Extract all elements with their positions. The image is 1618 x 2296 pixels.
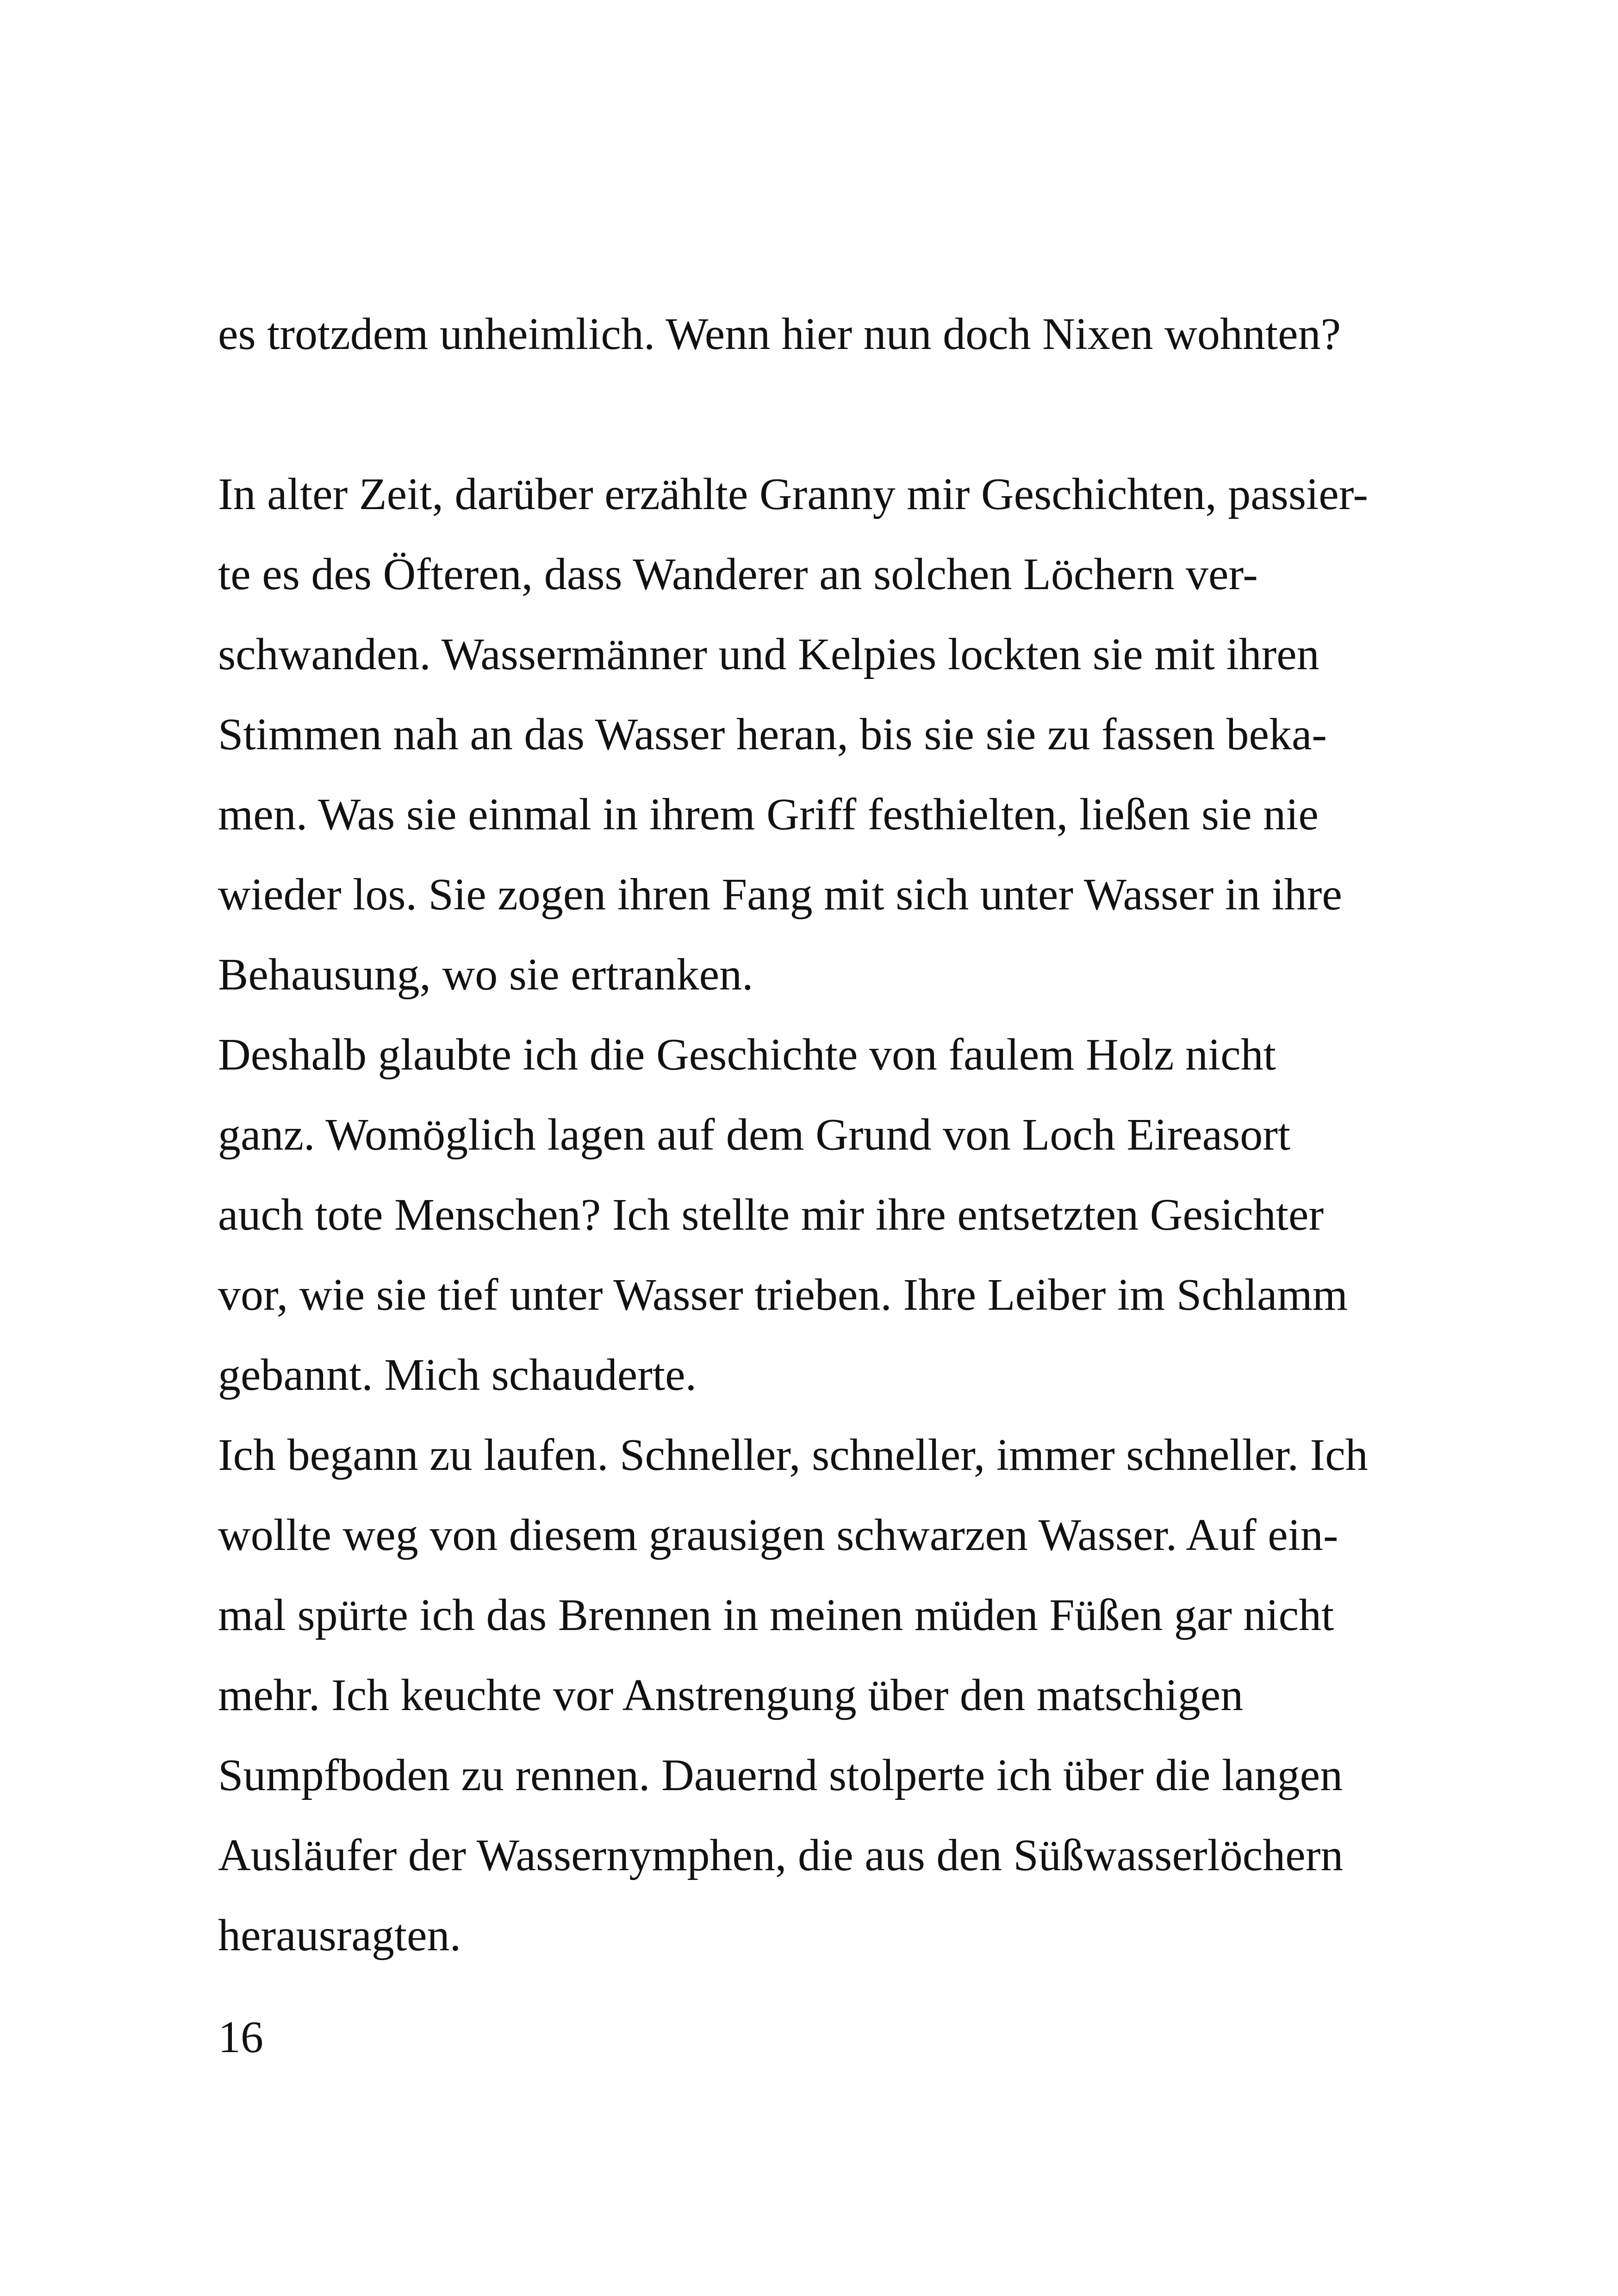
text-line: men. Was sie einmal in ihrem Griff festhielten, ließen sie nie [218,790,1319,840]
text-line: wollte weg von diesem grausigen schwarzen Wasser. Auf ein- [218,1510,1338,1560]
text-line: vor, wie sie tief unter Wasser trieben. Ihre Leiber im Schlamm [218,1270,1348,1320]
text-line: In alter Zeit, darüber erzählte Granny mir Geschichten, passier- [218,469,1369,519]
body-text [218,294,1403,1976]
text-line: gebannt. Mich schauderte. [218,1350,697,1400]
text-line: ganz. Womöglich lagen auf dem Grund von Loch Eireasort [218,1110,1291,1160]
text-line: te es des Öfteren, dass Wanderer an solchen Löchern ver- [218,549,1258,599]
text-line: Sumpfboden zu rennen. Dauernd stolperte ich über die langen [218,1750,1343,1800]
text-line: wieder los. Sie zogen ihren Fang mit sich unter Wasser in ihre [218,870,1342,920]
page-number: 16 [218,2012,263,2062]
text-line: Stimmen nah an das Wasser heran, bis sie sie zu fassen beka- [218,709,1327,759]
text-line: mehr. Ich keuchte vor Anstrengung über den matschigen [218,1670,1244,1720]
text-line: Ausläufer der Wassernymphen, die aus den Süßwasserlöchern [218,1830,1344,1880]
text-line: mal spürte ich das Brennen in meinen müden Füßen gar nicht [218,1590,1334,1640]
text-line: es trotzdem unheimlich. Wenn hier nun doch Nixen wohnten? [218,309,1341,359]
paragraph-break [218,374,1403,454]
text-line: Behausung, wo sie ertranken. [218,950,753,1000]
text-line: Deshalb glaubte ich die Geschichte von faulem Holz nicht [218,1030,1276,1080]
text-line: herausragten. [218,1910,461,1960]
text-line: Ich begann zu laufen. Schneller, schneller, immer schneller. Ich [218,1430,1368,1480]
text-line: auch tote Menschen? Ich stellte mir ihre entsetzten Gesichter [218,1190,1324,1240]
text-line: schwanden. Wassermänner und Kelpies lockten sie mit ihren [218,629,1319,679]
